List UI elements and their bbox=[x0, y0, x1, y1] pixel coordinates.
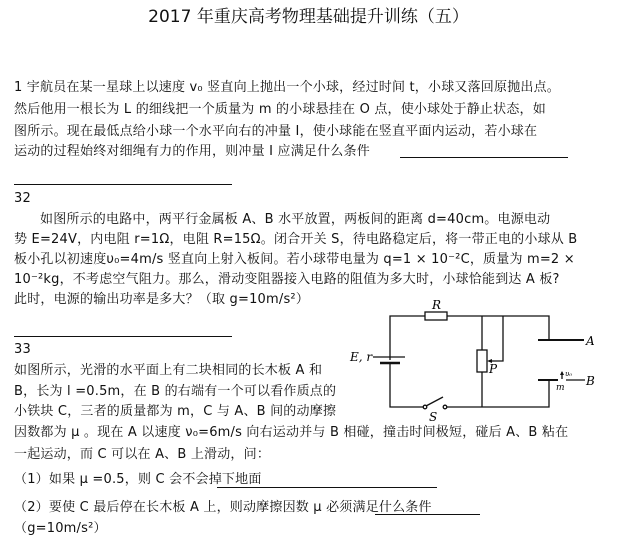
q1-line: 图所示。现在最低点给小球一个水平向右的冲量 I，使小球能在竖直平面内运动，若小球在 bbox=[14, 124, 538, 139]
q33-line: 因数都为 μ 。现在 A 以速度 ν₀=6m/s 向右运动并与 B 相碰，撞击时间极短，碰后 A、B 粘在 bbox=[14, 425, 569, 440]
q32-line: 10⁻²kg，不考虑空气阻力。那么，滑动变阻器接入电路的阻值为多大时，小球恰能到达 A 板? bbox=[14, 272, 560, 287]
wire bbox=[447, 380, 549, 407]
page-title: 2017 年重庆高考物理基础提升训练（五） bbox=[148, 7, 469, 27]
q33-sub1: （1）如果 μ =0.5，则 C 会不会掉下地面 bbox=[14, 472, 262, 487]
q32-line: 板小孔以初速度υ₀=4m/s 竖直向上射入板间。若小球带电量为 q=1 × 10⁻²C，质量为 m=2 × bbox=[14, 252, 575, 267]
label-s: S bbox=[429, 410, 438, 424]
q33-line: 小铁块 C，三者的质量都为 m，C 与 A、B 间的动摩擦 bbox=[14, 404, 337, 419]
q33-line: 一起运动，而 C 可以在 A、B 上滑动，问： bbox=[14, 447, 271, 462]
q32-line: 势 E=24V，内电阻 r=1Ω，电阻 R=15Ω。闭合开关 S，待电路稳定后，将一带正电的小球从 B bbox=[14, 232, 578, 247]
label-v0: υ₀ bbox=[565, 370, 573, 378]
q1-line: 然后他用一根长为 L 的细线把一个质量为 m 的小球悬挂在 O 点，使小球处于静止状态，如 bbox=[14, 102, 546, 117]
q33-line: 如图所示，光滑的水平面上有二块相同的长木板 A 和 bbox=[14, 363, 323, 378]
wire bbox=[390, 363, 424, 407]
resistor-r bbox=[425, 312, 447, 320]
label-b: B bbox=[586, 374, 595, 388]
rheostat-slider bbox=[489, 316, 503, 361]
wire bbox=[390, 316, 425, 360]
q32-line: 此时，电源的输出功率是多大？（取 g=10m/s²） bbox=[14, 292, 310, 307]
label-a: A bbox=[586, 334, 595, 348]
switch-lever bbox=[426, 397, 443, 406]
q33-line: B，长为 l =0.5m，在 B 的右端有一个可以看作质点的 bbox=[14, 384, 337, 399]
label-r: R bbox=[432, 298, 442, 312]
q32-line: 如图所示的电路中，两平行金属板 A、B 水平放置，两板间的距离 d=40cm。电源电动 bbox=[40, 212, 551, 227]
q33-note: （g=10m/s²） bbox=[14, 521, 107, 536]
q33-sub2: （2）要使 C 最后停在长木板 A 上，则动摩擦因数 μ 必须满足什么条件 bbox=[14, 500, 432, 515]
label-m: m bbox=[556, 383, 565, 393]
q32-number: 32 bbox=[14, 191, 31, 206]
wire bbox=[447, 316, 549, 340]
answer-blank bbox=[375, 514, 480, 515]
label-p: P bbox=[489, 362, 498, 376]
answer-blank bbox=[217, 487, 437, 488]
q33-number: 33 bbox=[14, 342, 31, 357]
switch-contact bbox=[443, 405, 447, 409]
rheostat bbox=[477, 350, 487, 372]
label-er: E, r bbox=[350, 350, 373, 364]
q1-line: 1 宇航员在某一星球上以速度 v₀ 竖直向上抛出一个小球，经过时间 t，小球又落回原抛出点。 bbox=[14, 80, 561, 95]
q1-line: 运动的过程始终对细绳有力的作用，则冲量 I 应满足什么条件 bbox=[14, 144, 370, 159]
